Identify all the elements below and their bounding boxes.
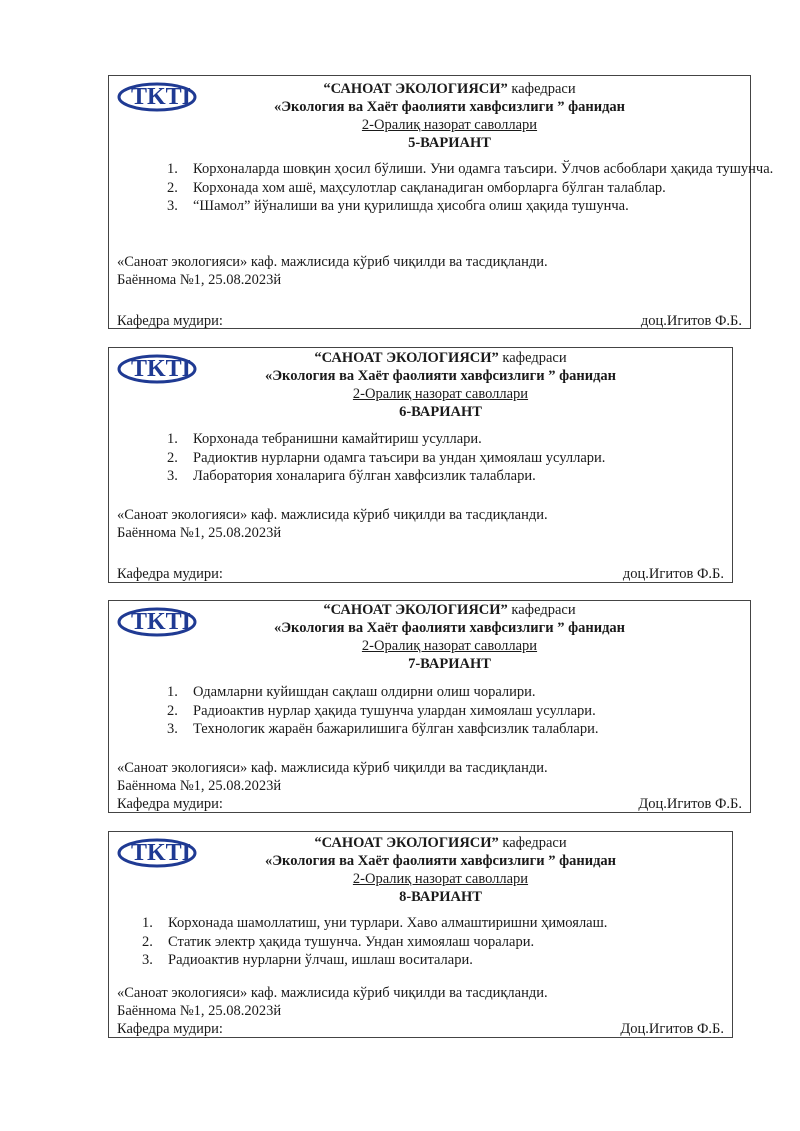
question-list <box>142 914 722 970</box>
protocol-line: Баённома №1, 25.08.2023й <box>117 1003 282 1019</box>
question-item: 1. Корхоналарда шовқин ҳосил бўлиши. Уни одамга таъсири. Ўлчов асбоблари ҳақида тушунча. <box>167 161 774 177</box>
protocol-line: Баённома №1, 25.08.2023й <box>117 272 282 288</box>
department-line <box>109 80 750 98</box>
question-list <box>167 430 727 486</box>
protocol-line: Баённома №1, 25.08.2023й <box>117 778 282 794</box>
footer-line <box>117 1020 724 1038</box>
approval-note: «Саноат экологияси» каф. мажлисида кўриб чиқилди ва тасдиқланди. <box>117 254 548 270</box>
variant-card-5 <box>108 75 774 329</box>
protocol-line: Баённома №1, 25.08.2023й <box>117 525 282 541</box>
control-title: 2-Оралиқ назорат саволлари <box>352 386 529 402</box>
control-title: 2-Оралиқ назорат саволлари <box>361 638 538 654</box>
department-name: “САНОАТ ЭКОЛОГИЯСИ” <box>323 81 508 97</box>
variant-card-6 <box>108 347 733 583</box>
footer-line <box>117 795 742 813</box>
head-label: Кафедра мудири: <box>117 313 223 329</box>
question-item: 2. Радиоктив нурларни одамга таъсири ва ундан ҳимоялаш усуллари. <box>167 449 606 466</box>
subject-title: «Экология ва Хаёт фаолияти хавфсизлиги ” фанидан <box>273 99 626 115</box>
department-suffix: кафедраси <box>498 835 567 851</box>
head-label: Кафедра мудири: <box>117 1021 223 1037</box>
variant-card-8 <box>108 831 733 1038</box>
control-title: 2-Оралиқ назорат саволлари <box>352 871 529 887</box>
logo-text: TKTI <box>131 609 192 635</box>
variant-title: 8-ВАРИАНТ <box>399 889 482 905</box>
department-suffix: кафедраси <box>507 81 576 97</box>
signatory-name: доц.Игитов Ф.Б. <box>640 313 742 329</box>
variant-title: 6-ВАРИАНТ <box>399 404 482 420</box>
question-item: 1. Корхонада тебранишни камайтириш усуллари. <box>167 431 482 447</box>
question-item: 3. Лаборатория хоналарига бўлган хавфсизлик талаблари. <box>167 468 536 484</box>
question-item: 3. Технологик жараён бажарилишига бўлган хавфсизлик талаблари. <box>167 721 599 737</box>
approval-note: «Саноат экологияси» каф. мажлисида кўриб чиқилди ва тасдиқланди. <box>117 760 548 776</box>
footer-line <box>117 312 742 330</box>
logo-text: TKTI <box>131 356 192 382</box>
department-name: “САНОАТ ЭКОЛОГИЯСИ” <box>314 835 499 851</box>
department-name: “САНОАТ ЭКОЛОГИЯСИ” <box>323 602 508 618</box>
approval-note: «Саноат экологияси» каф. мажлисида кўриб чиқилди ва тасдиқланди. <box>117 985 548 1001</box>
control-title: 2-Оралиқ назорат саволлари <box>361 117 538 133</box>
department-suffix: кафедраси <box>507 602 576 618</box>
subject-title: «Экология ва Хаёт фаолияти хавфсизлиги ” фанидан <box>264 853 617 869</box>
variant-title: 7-ВАРИАНТ <box>408 656 491 672</box>
question-item: 3. “Шамол” йўналиши ва уни қурилишда ҳисобга олиш ҳақида тушунча. <box>167 198 629 214</box>
logo-text: TKTI <box>131 840 192 866</box>
department-name: “САНОАТ ЭКОЛОГИЯСИ” <box>314 350 499 366</box>
question-item: 1. Корхонада шамоллатиш, уни турлари. Хаво алмаштиришни ҳимоялаш. <box>142 915 608 931</box>
subject-title: «Экология ва Хаёт фаолияти хавфсизлиги ” фанидан <box>264 368 617 384</box>
question-item: 2. Статик электр ҳақида тушунча. Ундан химоялаш чоралари. <box>142 933 535 950</box>
variant-title: 5-ВАРИАНТ <box>408 135 491 151</box>
approval-note: «Саноат экологияси» каф. мажлисида кўриб чиқилди ва тасдиқланди. <box>117 507 548 523</box>
footer-line <box>117 565 724 583</box>
signatory-name: Доц.Игитов Ф.Б. <box>620 1021 724 1037</box>
question-item: 2. Радиоактив нурлар ҳақида тушунча улардан химоялаш усуллари. <box>167 702 596 719</box>
question-item: 1. Одамларни куйишдан сақлаш олдирни олиш чоралири. <box>167 684 536 700</box>
question-item: 3. Радиоактив нурларни ўлчаш, ишлаш воситалари. <box>142 952 473 968</box>
subject-title: «Экология ва Хаёт фаолияти хавфсизлиги ” фанидан <box>273 620 626 636</box>
head-label: Кафедра мудири: <box>117 566 223 582</box>
question-list <box>167 683 737 739</box>
question-item: 2. Корхонада хом ашё, маҳсулотлар сақланадиган омборларга бўлган талаблар. <box>167 179 666 196</box>
variant-card-7 <box>108 600 751 813</box>
department-suffix: кафедраси <box>498 350 567 366</box>
signatory-name: доц.Игитов Ф.Б. <box>622 566 724 582</box>
head-label: Кафедра мудири: <box>117 796 223 812</box>
question-list <box>167 160 775 216</box>
signatory-name: Доц.Игитов Ф.Б. <box>638 796 742 812</box>
logo-text: TKTI <box>131 84 192 110</box>
